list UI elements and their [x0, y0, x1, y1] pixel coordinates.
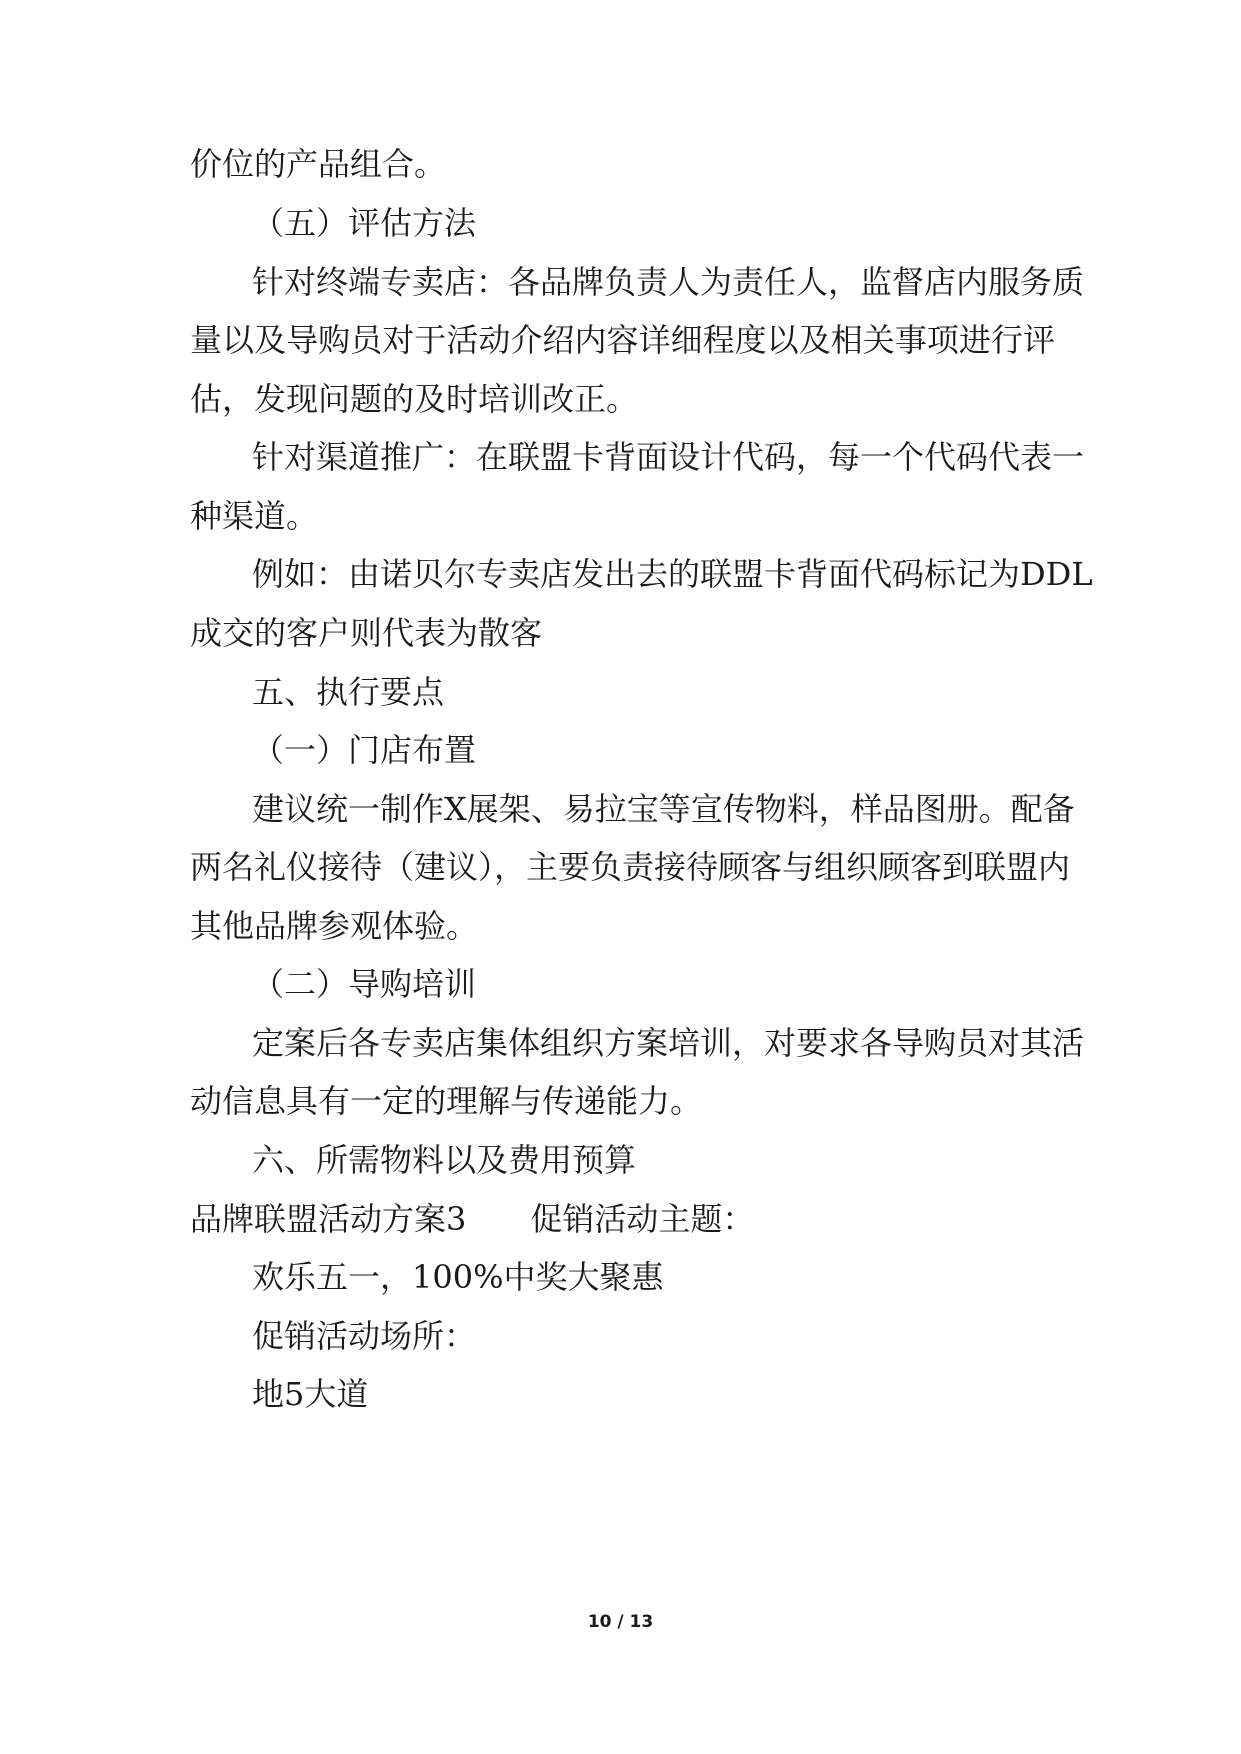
paragraph-line: 建议统一制作X展架、易拉宝等宣传物料，样品图册。配备 — [252, 790, 1075, 828]
promo-theme: 欢乐五一，100%中奖大聚惠 — [252, 1258, 664, 1296]
paragraph-line: 成交的客户则代表为散客 — [190, 614, 543, 652]
paragraph-line: 例如：由诺贝尔专卖店发出去的联盟卡背面代码标记为DDL — [252, 555, 1093, 593]
section-heading: （二）导购培训 — [252, 965, 477, 1003]
promo-theme-label: 促销活动主题： — [530, 1200, 755, 1238]
paragraph-line: 针对渠道推广：在联盟卡背面设计代码，每一个代码代表一 — [252, 438, 1085, 476]
paragraph-line: 两名礼仪接待（建议），主要负责接待顾客与组织顾客到联盟内 — [190, 848, 1071, 886]
plan-title: 品牌联盟活动方案3 — [190, 1200, 467, 1238]
section-heading: （一）门店布置 — [252, 731, 477, 769]
paragraph-line: 定案后各专卖店集体组织方案培训，对要求各导购员对其活 — [252, 1024, 1085, 1062]
section-heading: 五、执行要点 — [252, 673, 445, 711]
paragraph-line: 针对终端专卖店：各品牌负责人为责任人，监督店内服务质 — [252, 263, 1085, 301]
paragraph-line: 动信息具有一定的理解与传递能力。 — [190, 1082, 703, 1120]
page-number: 10 / 13 — [587, 1612, 654, 1632]
section-heading: （五）评估方法 — [252, 204, 477, 242]
paragraph-line: 其他品牌参观体验。 — [190, 907, 479, 945]
paragraph-line: 价位的产品组合。 — [190, 145, 447, 183]
promo-place: 地5大道 — [252, 1375, 369, 1413]
plan-title-line — [190, 1199, 754, 1239]
paragraph-line: 量以及导购员对于活动介绍内容详细程度以及相关事项进行评 — [190, 321, 1055, 359]
paragraph-line: 估，发现问题的及时培训改正。 — [190, 380, 639, 418]
section-heading: 六、所需物料以及费用预算 — [252, 1141, 637, 1179]
promo-place-label: 促销活动场所： — [252, 1317, 477, 1355]
paragraph-line: 种渠道。 — [190, 497, 319, 535]
